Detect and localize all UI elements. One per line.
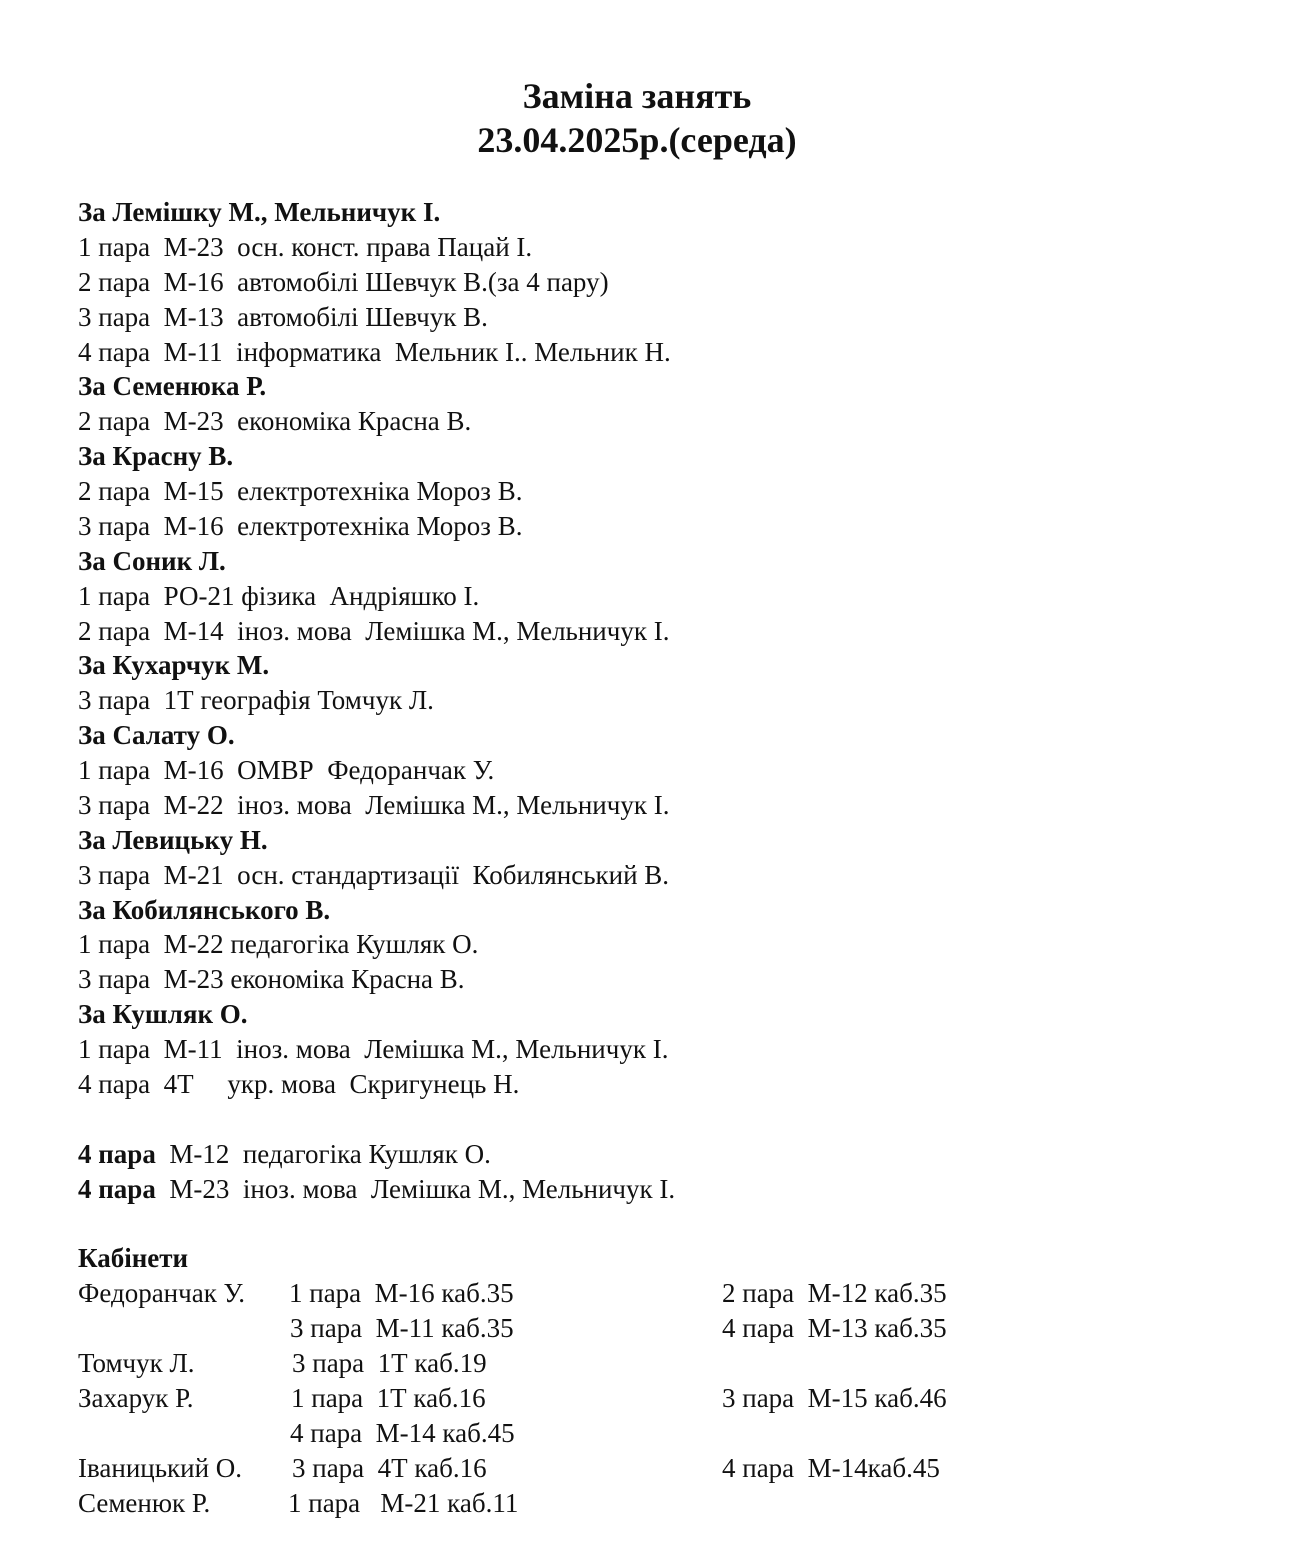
lesson-row: 1 пара М-23 осн. конст. права Пацай І. xyxy=(78,232,533,262)
section-header: За Кухарчук М. xyxy=(78,650,270,680)
lesson-row: 4 пара М-11 інформатика Мельник І.. Мельник Н. xyxy=(78,337,671,367)
lesson-row: 4 пара 4Т укр. мова Скригунець Н. xyxy=(78,1069,520,1099)
room-assignment: 3 пара 4Т каб.16 xyxy=(292,1453,487,1483)
extra-lesson-row xyxy=(78,1138,491,1171)
lesson-row: 3 пара М-23 економіка Красна В. xyxy=(78,964,465,994)
lesson-row: 3 пара М-16 електротехніка Мороз В. xyxy=(78,511,523,541)
room-teacher-name: Томчук Л. xyxy=(78,1348,195,1378)
lesson-row: 2 пара М-16 автомобілі Шевчук В.(за 4 пару) xyxy=(78,267,609,297)
extra-lesson-row xyxy=(78,1173,675,1206)
rooms-header: Кабінети xyxy=(78,1243,189,1273)
lesson-row: 2 пара М-14 іноз. мова Лемішка М., Мельничук І. xyxy=(78,616,670,646)
room-teacher-name: Іваницький О. xyxy=(78,1453,243,1483)
lesson-row: 1 пара М-22 педагогіка Кушляк О. xyxy=(78,929,479,959)
lesson-row: 3 пара М-22 іноз. мова Лемішка М., Мельничук І. xyxy=(78,790,670,820)
room-assignment: 1 пара 1Т каб.16 xyxy=(291,1383,486,1413)
room-teacher-name: Федоранчак У. xyxy=(78,1278,246,1308)
extra-text: М-12 педагогіка Кушляк О. xyxy=(155,1139,491,1169)
room-assignment: 1 пара М-21 каб.11 xyxy=(288,1488,519,1518)
room-assignment: 3 пара М-11 каб.35 xyxy=(290,1313,514,1343)
lesson-row: 3 пара М-13 автомобілі Шевчук В. xyxy=(78,302,488,332)
lesson-row: 2 пара М-23 економіка Красна В. xyxy=(78,406,472,436)
section-header: За Соник Л. xyxy=(78,546,226,576)
room-assignment: 3 пара М-15 каб.46 xyxy=(722,1383,947,1413)
section-header: За Салату О. xyxy=(78,720,235,750)
section-header: За Левицьку Н. xyxy=(78,825,268,855)
room-assignment: 4 пара М-13 каб.35 xyxy=(722,1313,947,1343)
section-header: За Кушляк О. xyxy=(78,999,248,1029)
section-header: За Семенюка Р. xyxy=(78,371,267,401)
room-teacher-name: Семенюк Р. xyxy=(78,1488,211,1518)
section-header: За Кобилянського В. xyxy=(78,895,331,925)
lesson-row: 1 пара РО-21 фізика Андріяшко І. xyxy=(78,581,480,611)
page-date: 23.04.2025р.(середа) xyxy=(477,120,797,160)
extra-text: М-23 іноз. мова Лемішка М., Мельничук І. xyxy=(155,1174,676,1204)
room-teacher-name: Захарук Р. xyxy=(78,1383,194,1413)
room-assignment: 3 пара 1Т каб.19 xyxy=(292,1348,487,1378)
room-assignment: 2 пара М-12 каб.35 xyxy=(722,1278,947,1308)
room-assignment: 4 пара М-14 каб.45 xyxy=(290,1418,515,1448)
room-assignment: 4 пара М-14каб.45 xyxy=(722,1453,940,1483)
extra-para: 4 пара xyxy=(78,1174,156,1204)
lesson-row: 3 пара М-21 осн. стандартизації Кобилянський В. xyxy=(78,860,670,890)
lesson-row: 1 пара М-16 ОМВР Федоранчак У. xyxy=(78,755,495,785)
room-assignment: 1 пара М-16 каб.35 xyxy=(289,1278,514,1308)
page-title: Заміна занять xyxy=(522,76,752,116)
section-header: За Лемішку М., Мельничук І. xyxy=(78,197,441,227)
extra-para: 4 пара xyxy=(78,1139,156,1169)
lesson-row: 3 пара 1Т географія Томчук Л. xyxy=(78,685,434,715)
lesson-row: 1 пара М-11 іноз. мова Лемішка М., Мельничук І. xyxy=(78,1034,669,1064)
section-header: За Красну В. xyxy=(78,441,234,471)
lesson-row: 2 пара М-15 електротехніка Мороз В. xyxy=(78,476,523,506)
